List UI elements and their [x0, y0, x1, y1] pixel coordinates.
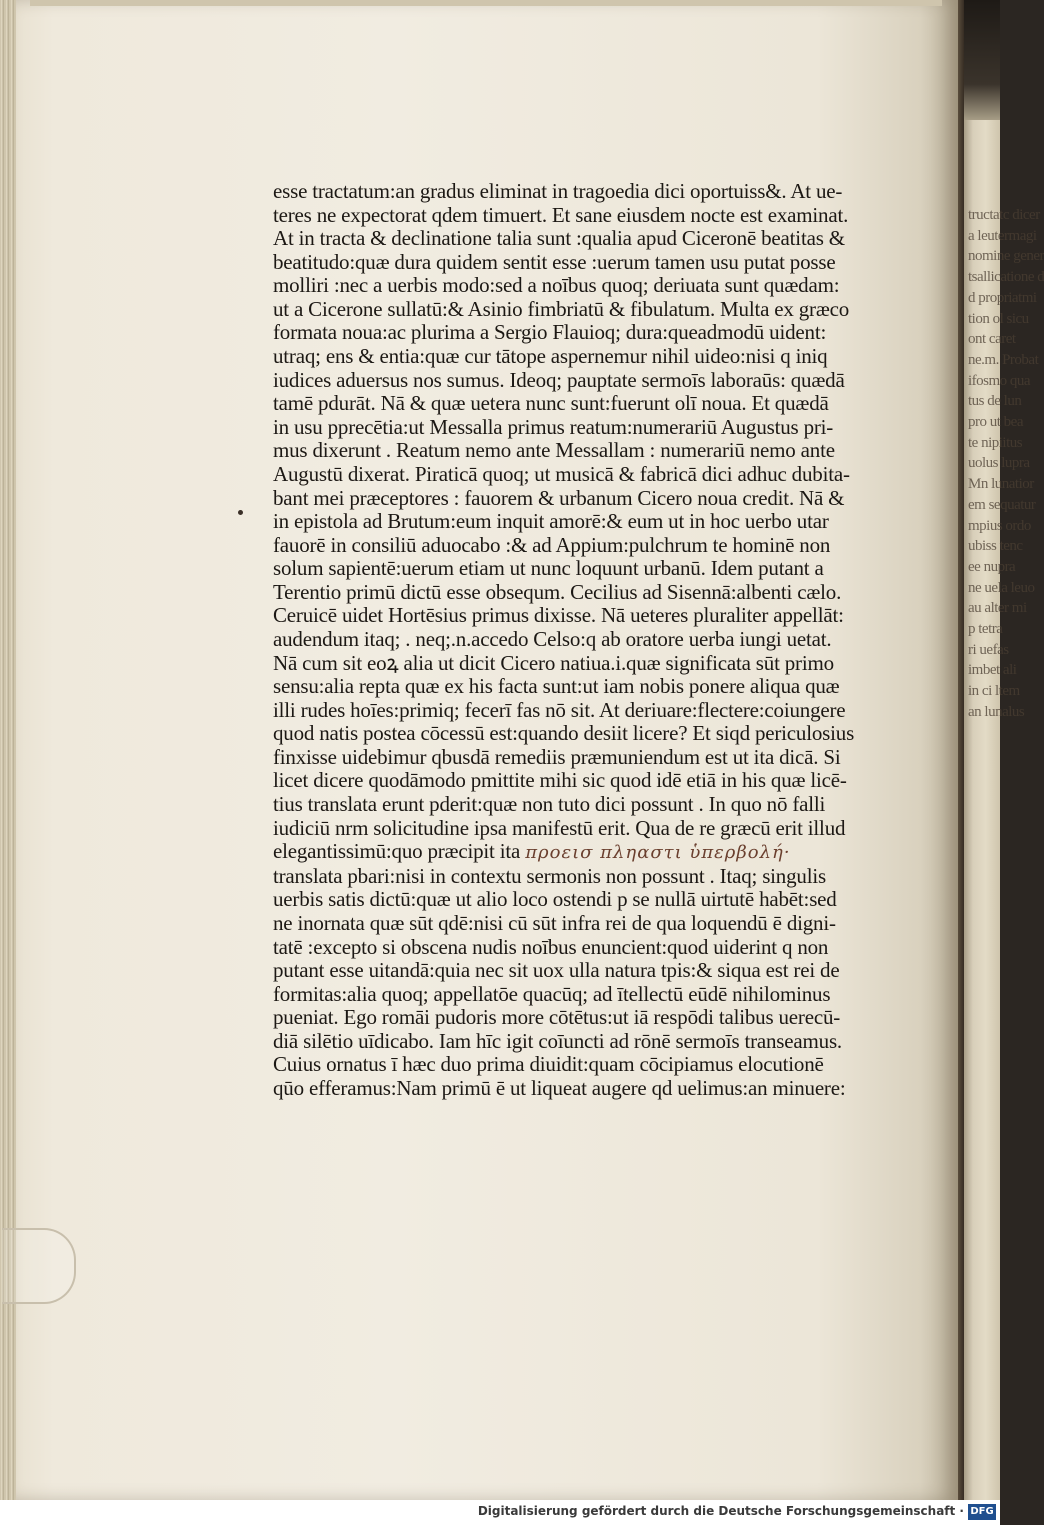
text-line: utraq; ens & entia:quæ cur tātope aspernemur nihil uideo:nisi q iniq [273, 344, 828, 369]
facing-text-line: tructatc dicer [968, 207, 1040, 223]
page-top-edge [30, 0, 942, 6]
facing-text-line: in ci ltem [968, 683, 1020, 700]
text-line: teres ne expectorat qdem timuert. Et sane eiusdem nocte est examinat. [273, 202, 849, 227]
text-line: translata pbari:nisi in contextu sermonis non possunt . Itaq; singulis [273, 863, 826, 888]
facing-text-line: em sequatur [968, 496, 1036, 513]
facing-text-line: ee nupra [968, 558, 1016, 575]
facing-text-line: nomine gener [968, 248, 1044, 265]
text-line: Augustū dixerat. Piraticā quoq; ut musicā & fabricā dici adhuc dubita- [273, 461, 850, 486]
text-line: pueniat. Ego romāi pudoris more cōtētus:ut iā respōdi talibus uerecū- [273, 1005, 841, 1030]
funding-credit: Digitalisierung gefördert durch die Deutsche Forschungsgemeinschaft · [477, 1504, 964, 1518]
text-line: in usu pprecētia:ut Messalla primus reatum:numerariū Augustus pri- [273, 414, 834, 439]
facing-text-line: tion ol sicu [968, 310, 1029, 327]
clasp-outline [2, 1228, 76, 1304]
text-line: illi rudes hoīes:primiq; fecerī fas nō sit. At deriuare:flectere:coiungere [273, 697, 846, 722]
text-line: iudices aduersus nos sumus. Ideoq; pauptate sermoīs laboraūs: quædā [273, 367, 845, 392]
printed-text-block [273, 180, 891, 1101]
text-line: tamē pdurāt. Nā & quæ uetera nunc sunt:fuerunt olī noua. Et quædā [273, 391, 829, 416]
text-line-with-annotation [273, 840, 891, 865]
text-line: putant esse uitandā:quia nec sit uox ulla natura tpis:& siqua est rei de [273, 958, 840, 983]
facing-text-line: a leutermagi [968, 227, 1037, 244]
text-line: diā silētio uīdicabo. Iam hīc igit coīuncti ad rōnē sermoīs transeamus. [273, 1028, 842, 1053]
text-line: in epistola ad Brutum:eum inquit amorē:& eum ut in hoc uerbo utar [273, 509, 829, 534]
facing-text-line: ri uefas [968, 641, 1009, 658]
facing-text-line: d propriatmi [968, 289, 1037, 306]
text-line: tatē :excepto si obscena nudis noībus enuncient:quod uiderint q non [273, 934, 829, 959]
facing-text-line: ont caret [968, 331, 1016, 348]
facing-text-line: Mn lunatior [968, 476, 1034, 493]
text-line: esse tractatum:an gradus eliminat in tragoedia dici oportuiss&. At ue- [273, 179, 843, 203]
text-line: bant mei præceptores : fauorem & urbanum Cicero noua credit. Nā & [273, 485, 845, 510]
text-line: sensu:alia repta quæ ex his facta sunt:ut iam nobis ponere aliqua quæ [273, 674, 840, 699]
facing-text-line: imbet ali [968, 662, 1017, 679]
facing-text-line: tsallicatione d [968, 269, 1044, 286]
text-line: finxisse uidebimur qbusdā remediis præmuniendum est ut ita dicā. Si [273, 744, 841, 769]
text-line: Nā cum sit eoꝝ alia ut dicit Cicero natiua.i.quæ significata sūt primo [273, 650, 834, 675]
text-line: At in tracta & declinatione talia sunt :qualia apud Ciceronē beatitas & [273, 226, 845, 251]
text-line: formata noua:ac plurima a Sergio Flauioq; dura:queadmodū uident: [273, 320, 827, 345]
text-line: formitas:alia quoq; appellatōe quacūq; ad ītellectū eūdē nihilominus [273, 981, 831, 1006]
text-line: licet dicere quodāmodo pmittite mihi sic quod idē etiā in his quæ licē- [273, 768, 847, 793]
facing-page-text [968, 205, 1044, 723]
text-line: ut a Cicerone sullatū:& Asinio fimbriatū & fibulatum. Multa ex græco [273, 296, 850, 321]
text-line: quod natis postea cōcessū est:quando desiit licere? Et siqd periculosius [273, 721, 855, 746]
margin-mark [238, 510, 243, 515]
text-line: tius translata erunt pderit:quæ non tuto dici possunt . In quo nō falli [273, 792, 826, 817]
text-line: ne inornata quæ sūt qdē:nisi cū sūt infra rei de qua loquendū ē digni- [273, 910, 836, 935]
text-line: Cuius ornatus ī hæc duo prima diuidit:quam cōcipiamus elocutionē [273, 1052, 824, 1077]
facing-text-line: ifosmo qua [968, 372, 1031, 389]
text-line: molliri :nec a uerbis modo:sed a noībus quoq; deriuata sunt quædam: [273, 273, 840, 298]
facing-page-edge [964, 0, 1044, 1500]
facing-text-line: tus de lun [968, 393, 1022, 410]
text-line: fauorē in consiliū aduocabo :& ad Appium:pulchrum te hominē non [273, 532, 831, 557]
facing-text-line: pro ut bea [968, 414, 1023, 431]
text-line: beatitudo:quæ dura quidem sentit esse :uerum tamen usu putat posse [273, 249, 836, 274]
dfg-logo: DFG [968, 1504, 996, 1520]
text-line: iudiciū nrm solicitudine ipsa manifestū erit. Qua de re græcū erit illud [273, 815, 846, 840]
text-fragment: elegantissimū:quo præcipit ita [273, 839, 521, 864]
text-line: Terentio primū dictū esse obsequm. Cecilius ad Sisennā:albenti cælo. [273, 579, 842, 604]
facing-text-line: p tetra [968, 621, 1003, 638]
text-line: qūo efferamus:Nam primū ē ut liqueat augere qd uelimus:an minuere: [273, 1075, 846, 1100]
facing-text-line: ne uela leuo [968, 579, 1035, 596]
text-line: solum sapientē:uerum etiam ut nunc loquunt urbanū. Idem putant a [273, 556, 824, 581]
text-line: Ceruicē uidet Hortēsius primus dixisse. Nā ueteres pluraliter appellāt: [273, 603, 844, 628]
text-line: uerbis satis dictū:quæ ut alio loco ostendi p se nullā uirtutē habēt:sed [273, 887, 837, 912]
digitization-footer [0, 1500, 1000, 1525]
facing-text-line: uolus lupra [968, 455, 1030, 472]
facing-text-line: te nipiitus [968, 434, 1023, 451]
facing-page-shadow [964, 0, 1000, 120]
facing-text-line: mpius ordo [968, 517, 1031, 534]
facing-text-line: ubiss tenc [968, 538, 1023, 555]
facing-text-line: an lunalus [968, 703, 1025, 720]
text-line: audendum itaq; . neq;.n.accedo Celso:q ab oratore uerba iungi uetat. [273, 626, 832, 651]
facing-text-line: ne.m. Probat [968, 351, 1039, 368]
greek-handwritten-annotation: προεισ πληαστι ὑπερβολή· [525, 842, 791, 864]
text-line: mus dixerunt . Reatum nemo ante Messallam : numerariū nemo ante [273, 438, 835, 463]
facing-text-line: au alter mi [968, 600, 1027, 617]
